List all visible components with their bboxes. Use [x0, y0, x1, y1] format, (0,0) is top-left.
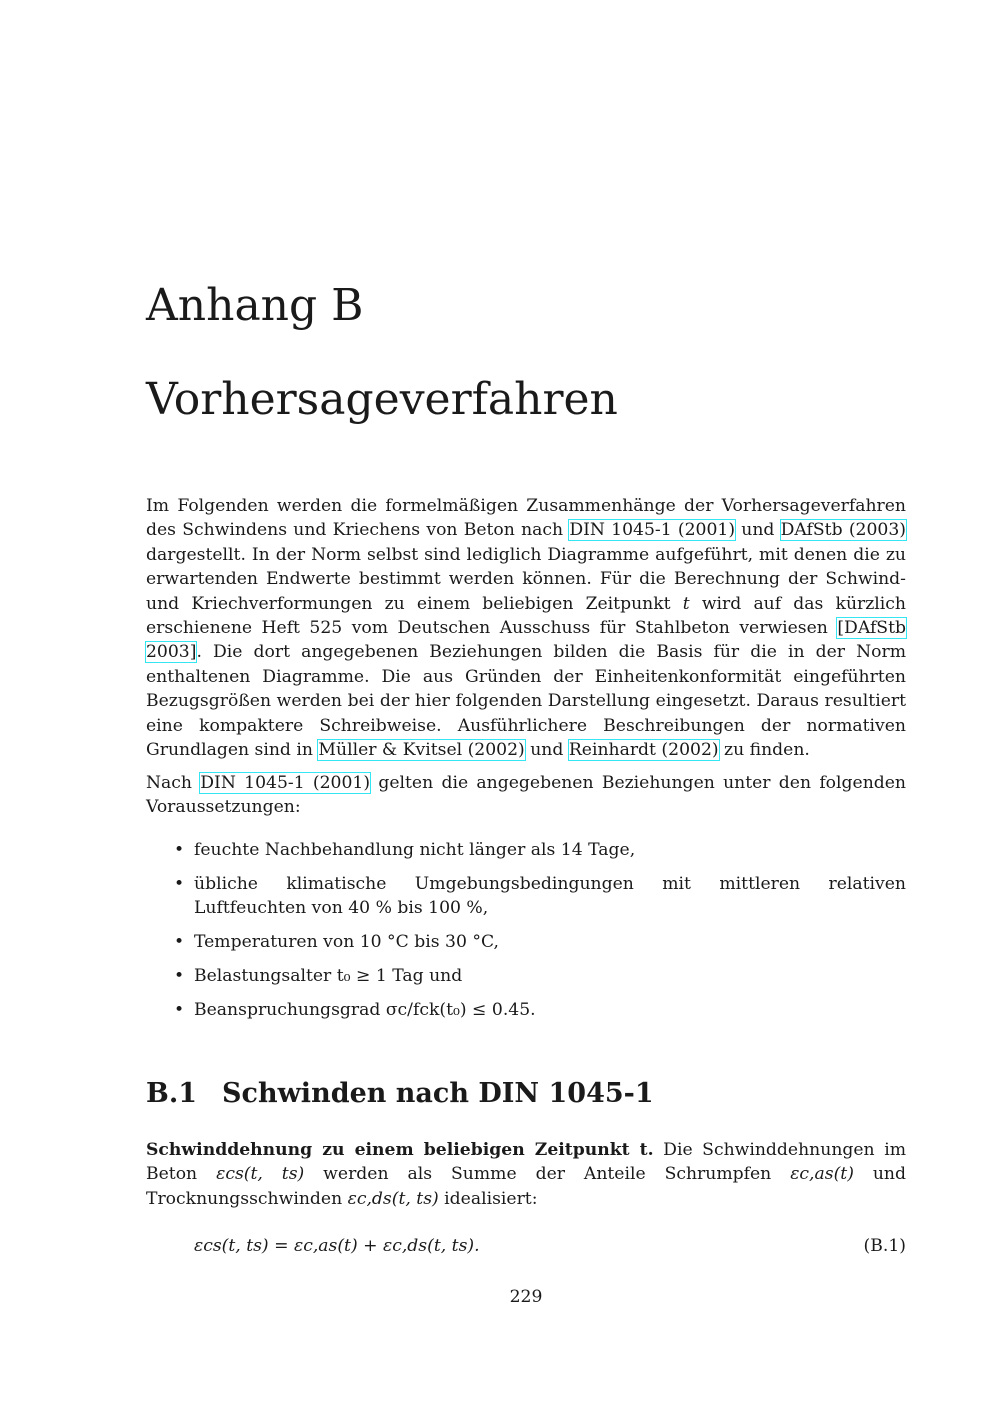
- list-item: [174, 964, 906, 988]
- shrinkage-paragraph: [146, 1138, 906, 1211]
- equation-number: (B.1): [863, 1236, 906, 1256]
- list-item-text: Belastungsalter t₀ ≥ 1 Tag und: [194, 966, 463, 987]
- text-run: gelten die angegebenen Beziehungen unter den folgenden Voraussetzungen:: [146, 773, 907, 818]
- equation-b1: [194, 1234, 480, 1258]
- text-run: und Trocknungsschwinden: [146, 1164, 907, 1209]
- list-item-text: Beanspruchungsgrad σc/fck(t₀) ≤ 0.45.: [194, 1000, 536, 1021]
- citation-link-reinhardt[interactable]: Reinhardt (2002): [568, 740, 719, 761]
- text-run: und: [735, 520, 781, 541]
- bullet-icon: •: [174, 873, 185, 894]
- text-run: wird auf das kürzlich erschienene Heft 525 vom Deutschen Ausschuss für Stahlbeton verwiesen: [146, 593, 906, 639]
- text-run: idealisiert:: [438, 1188, 538, 1209]
- math-eps-cas: εc,as(t): [790, 1164, 854, 1185]
- section-title: Schwinden nach DIN 1045-1: [222, 1078, 654, 1109]
- citation-link-dafstb-bracket[interactable]: [DAfStb 2003]: [146, 618, 906, 663]
- conditions-intro-paragraph: [146, 771, 906, 820]
- citation-link-din-1045-1-2[interactable]: DIN 1045-1 (2001): [200, 773, 371, 793]
- bullet-icon: •: [174, 1000, 185, 1021]
- list-item: [174, 998, 906, 1022]
- math-eps-cds: εc,ds(t, ts): [347, 1188, 439, 1209]
- text-run: und: [524, 740, 569, 761]
- equation-formula: εcs(t, ts) = εc,as(t) + εc,ds(t, ts).: [194, 1236, 480, 1256]
- paragraph-runin-heading: Schwinddehnung zu einem beliebigen Zeitpunkt t.: [146, 1140, 654, 1160]
- section-number: B.1: [146, 1078, 198, 1109]
- list-item-text: Temperaturen von 10 °C bis 30 °C,: [194, 932, 499, 953]
- list-item: [174, 872, 906, 921]
- intro-paragraph: [146, 494, 906, 762]
- text-run: werden als Summe der Anteile Schrumpfen: [304, 1164, 791, 1185]
- chapter-title: Vorhersageverfahren: [146, 374, 618, 425]
- text-run: . Die dort angegebenen Beziehungen bilden die Basis für die in der Norm enthaltenen Diagramme. Die aus Gründen der Einheitenkonformität eingeführten Bezugsgrößen werden bei der hier folgenden Darstellung eingesetzt. Daraus resultiert eine kompaktere Schreibweise. Ausführlichere Beschreibungen der normativen Grundlagen sind in: [146, 642, 906, 761]
- math-eps-cs: εcs(t, ts): [216, 1164, 305, 1185]
- math-t: t: [682, 593, 690, 614]
- citation-link-dafstb[interactable]: DAfStb (2003): [780, 520, 906, 541]
- bullet-icon: •: [174, 932, 185, 953]
- bullet-icon: •: [174, 966, 185, 987]
- section-heading: [146, 1076, 654, 1112]
- chapter-label: Anhang B: [146, 280, 364, 331]
- page-number: 229: [509, 1287, 543, 1307]
- list-item-text: feuchte Nachbehandlung nicht länger als 14 Tage,: [194, 840, 636, 860]
- bullet-icon: •: [174, 840, 185, 860]
- citation-link-mueller-kvitsel[interactable]: Müller & Kvitsel (2002): [318, 740, 525, 761]
- list-item: [174, 930, 906, 954]
- text-run: Nach: [146, 773, 201, 793]
- text-run: Im Folgenden werden die formelmäßigen Zusammenhänge der Vorhersageverfahren des Schwindens und Kriechens von Beton nach: [146, 496, 906, 541]
- text-run: Die Schwinddehnungen im Beton: [146, 1140, 906, 1185]
- list-item-text: übliche klimatische Umgebungsbedingungen mit mittleren relativen Luftfeuchten von 40 % bis 100 %,: [194, 873, 906, 919]
- text-run: dargestellt. In der Norm selbst sind lediglich Diagramme aufgeführt, mit denen die zu erwartenden Endwerte bestimmt werden können. Für die Berechnung der Schwind- und Kriechverformungen zu einem beliebigen Zeitpunkt: [146, 544, 906, 614]
- citation-link-din-1045-1[interactable]: DIN 1045-1 (2001): [569, 520, 736, 541]
- conditions-list: [174, 838, 906, 1032]
- text-run: zu finden.: [718, 740, 810, 761]
- list-item: [174, 838, 906, 862]
